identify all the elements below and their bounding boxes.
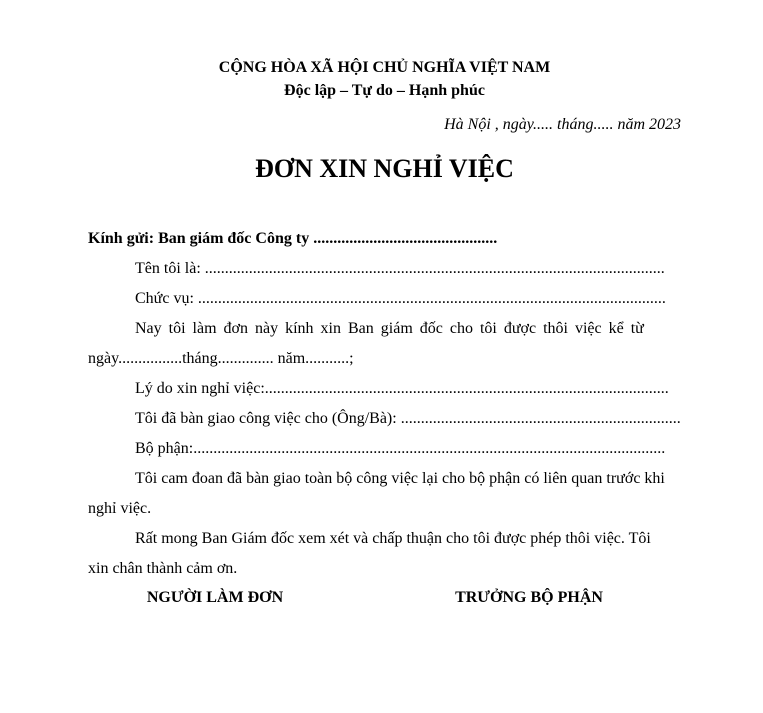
applicant-signature-label: NGƯỜI LÀM ĐƠN <box>146 589 284 606</box>
handover-field-line: Tôi đã bàn giao công việc cho (Ông/Bà): ...................................................................... <box>135 410 681 427</box>
signature-row <box>88 589 681 613</box>
national-header-line1: CỘNG HÒA XÃ HỘI CHỦ NGHĨA VIỆT NAM <box>218 59 551 76</box>
closing-paragraph-line2: xin chân thành cảm ơn. <box>88 560 238 577</box>
request-paragraph-line1: Nay tôi làm đơn này kính xin Ban giám đốc cho tôi được thôi việc kể từ <box>135 320 644 337</box>
closing-paragraph-line1: Rất mong Ban Giám đốc xem xét và chấp thuận cho tôi được phép thôi việc. Tôi <box>135 530 651 547</box>
name-field-line: Tên tôi là: ................................................................................................................... <box>135 260 665 277</box>
department-head-signature-label: TRƯỞNG BỘ PHẬN <box>455 589 603 606</box>
document-title: ĐƠN XIN NGHỈ VIỆC <box>255 154 514 183</box>
commitment-paragraph-line2: nghỉ việc. <box>88 500 152 517</box>
request-paragraph-date-line: ngày................tháng.............. năm...........; <box>88 350 354 367</box>
reason-field-line: Lý do xin nghỉ việc:..................................................................................................... <box>135 380 669 397</box>
salutation-line: Kính gửi: Ban giám đốc Công ty .............................................. <box>88 230 498 247</box>
national-header-line2: Độc lập – Tự do – Hạnh phúc <box>284 82 485 99</box>
document-body <box>88 224 681 584</box>
commitment-paragraph-line1: Tôi cam đoan đã bàn giao toàn bộ công việc lại cho bộ phận có liên quan trước khi <box>135 470 665 487</box>
national-motto-header <box>88 56 681 102</box>
position-field-line: Chức vụ: ..................................................................................................................... <box>135 290 666 307</box>
department-field-line: Bộ phận:...................................................................................................................... <box>135 440 666 457</box>
date-place-line: Hà Nội , ngày..... tháng..... năm 2023 <box>444 116 681 133</box>
